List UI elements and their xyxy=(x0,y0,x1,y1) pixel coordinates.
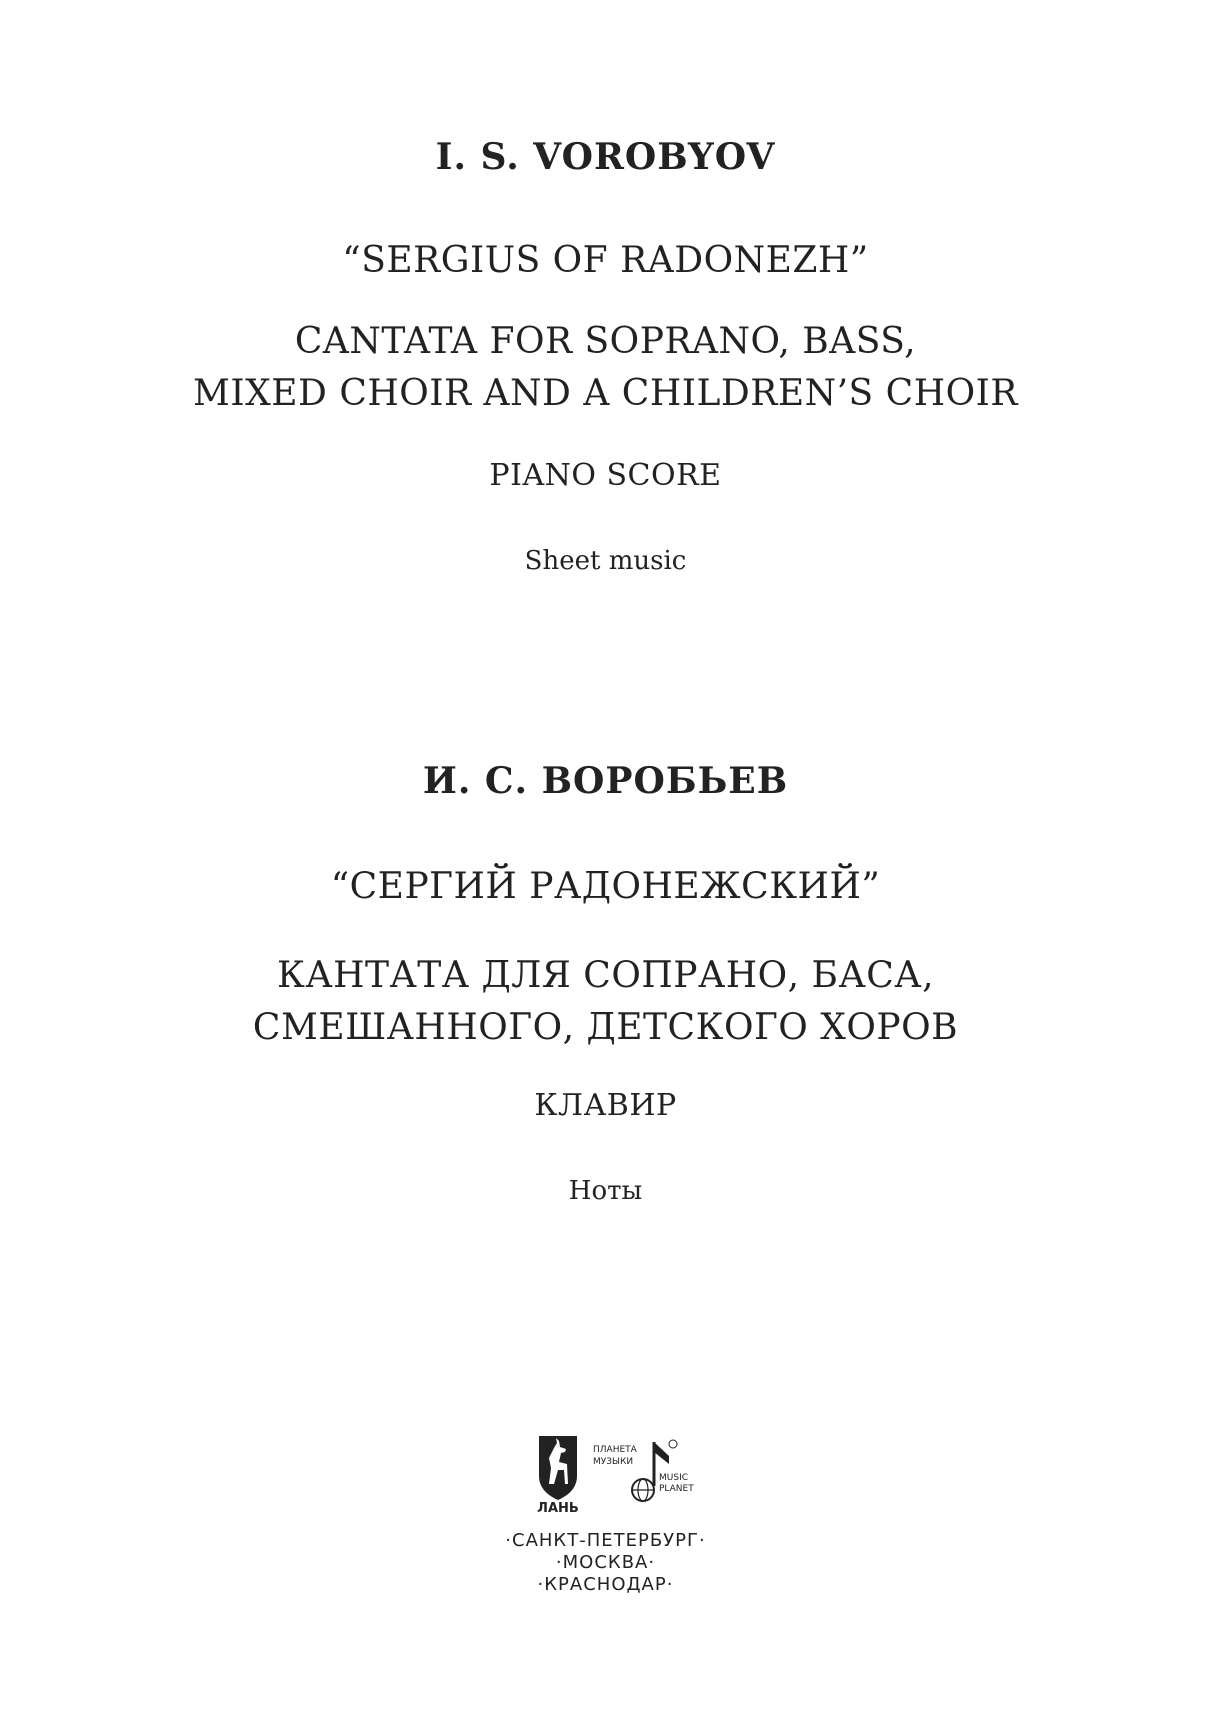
globe-icon xyxy=(632,1479,654,1501)
russian-subtitle xyxy=(0,950,1211,1054)
english-subtitle xyxy=(0,316,1211,420)
city-saint-petersburg: ·САНКТ-ПЕТЕРБУРГ· xyxy=(505,1530,706,1551)
planet-label-line-2: МУЗЫКИ xyxy=(593,1457,634,1467)
city-krasnodar: ·КРАСНОДАР· xyxy=(537,1574,674,1595)
russian-title: “СЕРГИЙ РАДОНЕЖСКИЙ” xyxy=(330,866,881,907)
russian-author: И. С. ВОРОБЬЕВ xyxy=(422,760,789,802)
lan-deer-icon xyxy=(539,1436,577,1500)
english-score-type: PIANO SCORE xyxy=(489,458,722,493)
english-subtitle-line-1: CANTATA FOR SOPRANO, BASS, xyxy=(294,321,917,362)
english-author: I. S. VOROBYOV xyxy=(435,136,776,178)
russian-subtitle-line-2: СМЕШАННОГО, ДЕТСКОГО ХОРОВ xyxy=(252,1007,959,1048)
lan-music-planet-logo xyxy=(537,1434,707,1514)
russian-subtitle-line-1: КАНТАТА ДЛЯ СОПРАНО, БАСА, xyxy=(276,955,935,996)
music-planet-label-line-1: MUSIC xyxy=(659,1473,689,1483)
english-subtitle-line-2: MIXED CHOIR AND A CHILDREN’S CHOIR xyxy=(193,373,1018,414)
russian-score-type: КЛАВИР xyxy=(534,1088,677,1123)
planet-label-line-1: ПЛАНЕТА xyxy=(593,1445,637,1455)
russian-publication-kind: Ноты xyxy=(568,1176,643,1206)
publisher-logos xyxy=(537,1434,707,1514)
publisher-cities xyxy=(0,1530,1211,1596)
city-moscow: ·МОСКВА· xyxy=(555,1552,656,1573)
music-planet-label-line-2: PLANET xyxy=(659,1484,694,1494)
lan-label: ЛАНЬ xyxy=(537,1501,579,1514)
english-title: “SERGIUS OF RADONEZH” xyxy=(342,240,869,281)
english-publication-kind: Sheet music xyxy=(524,546,687,576)
